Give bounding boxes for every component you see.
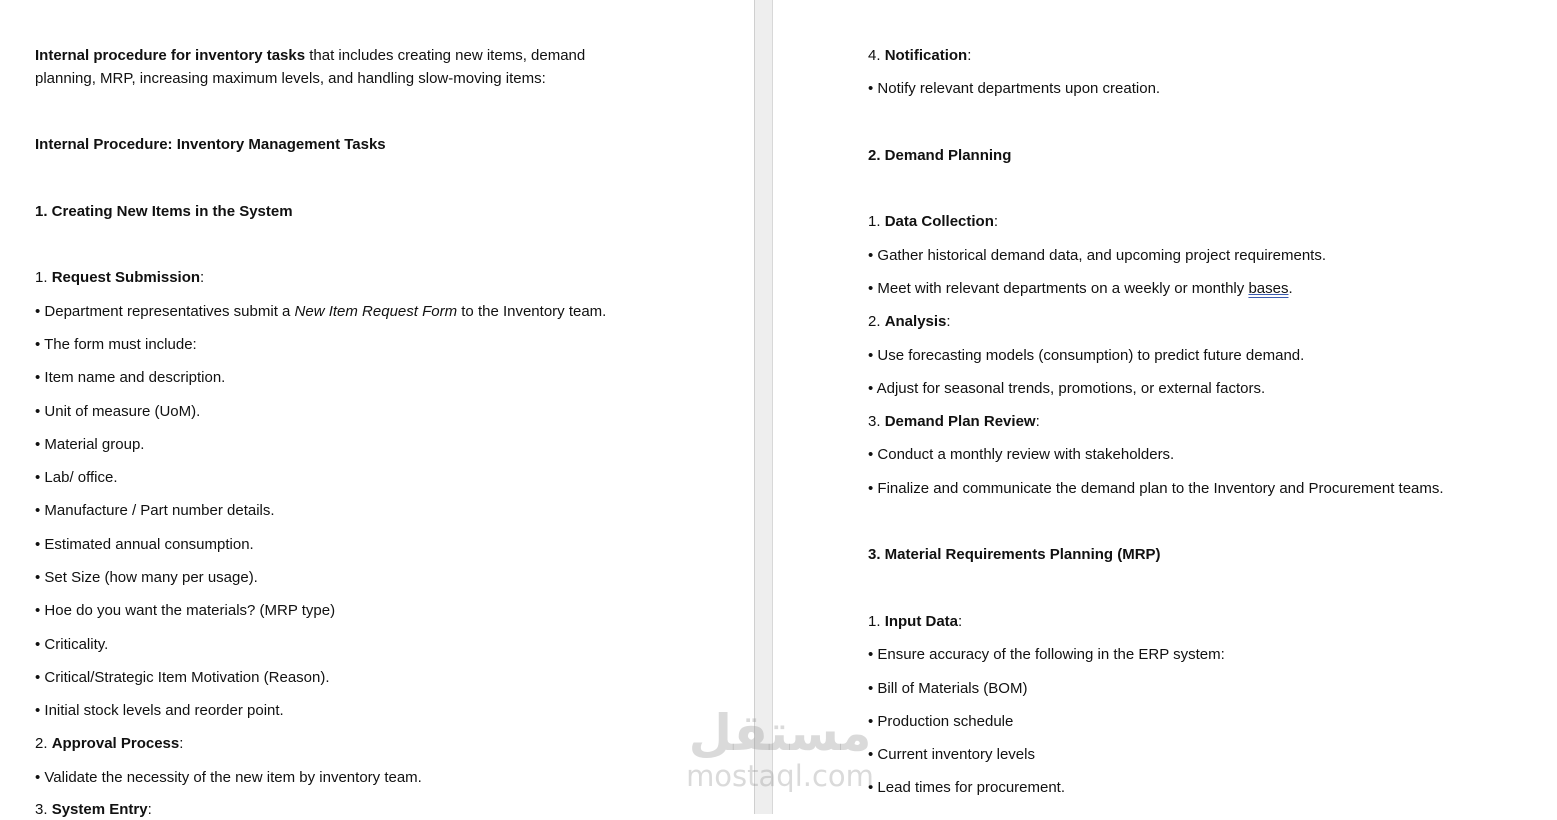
watermark-latin: mostaql.com [686, 759, 874, 793]
bullet-item: • Bill of Materials (BOM) [868, 680, 1028, 697]
bullet-request-form: • Department representatives submit a New Item Request Form to the Inventory team. [35, 303, 607, 320]
intro-rest: that includes creating new items, demand [305, 47, 586, 64]
bullet-item: • Material group. [35, 436, 145, 453]
bullet-item: • Lead times for procurement. [868, 779, 1066, 796]
bullet-item: • Item name and description. [35, 369, 226, 386]
document-page-left [0, 0, 754, 818]
bullet-item: • Critical/Strategic Item Motivation (Reason). [35, 669, 330, 686]
bullet-item: • Criticality. [35, 636, 109, 653]
section-heading-2: 2. Demand Planning [868, 147, 1012, 164]
page-gap [754, 0, 773, 814]
step-system-entry: 3. System Entry: [35, 801, 152, 818]
intro-paragraph-line-1 [35, 46, 585, 66]
bullet-item: • The form must include: [35, 336, 197, 353]
section-heading-1: 1. Creating New Items in the System [35, 203, 293, 220]
bullet-item: • Meet with relevant departments on a weekly or monthly bases. [868, 280, 1293, 297]
document-title: Internal Procedure: Inventory Management Tasks [35, 136, 386, 153]
step-data-collection: 1. Data Collection: [868, 213, 999, 230]
bullet-item: • Production schedule [868, 713, 1014, 730]
step-demand-plan-review: 3. Demand Plan Review: [868, 413, 1040, 430]
watermark-arabic: مستقل [688, 704, 872, 762]
bullet-item: • Use forecasting models (consumption) to predict future demand. [868, 347, 1305, 364]
section-heading-3: 3. Material Requirements Planning (MRP) [868, 546, 1161, 563]
spelling-flag-word[interactable]: bases [1248, 280, 1289, 297]
bullet-item: • Lab/ office. [35, 469, 118, 486]
intro-lead: Internal procedure for inventory tasks [35, 47, 306, 64]
bullet-item: • Conduct a monthly review with stakeholders. [868, 446, 1175, 463]
bullet-item: • Unit of measure (UoM). [35, 403, 201, 420]
bullet-item: • Hoe do you want the materials? (MRP type) [35, 602, 336, 619]
bullet-item: • Finalize and communicate the demand plan to the Inventory and Procurement teams. [868, 480, 1444, 497]
step-analysis: 2. Analysis: [868, 313, 951, 330]
bullet-item: • Manufacture / Part number details. [35, 502, 275, 519]
intro-paragraph-line-2: planning, MRP, increasing maximum levels, and handling slow-moving items: [35, 70, 546, 87]
bullet-item: • Gather historical demand data, and upcoming project requirements. [868, 247, 1326, 264]
bullet-item: • Notify relevant departments upon creation. [868, 80, 1161, 97]
watermark-logo [685, 705, 875, 800]
step-input-data: 1. Input Data: [868, 613, 963, 630]
bullet-item: • Current inventory levels [868, 746, 1035, 763]
document-page-right [773, 0, 1557, 814]
step-request-submission: 1. Request Submission: [35, 269, 205, 286]
step-notification: 4. Notification: [868, 47, 972, 64]
bullet-item: • Adjust for seasonal trends, promotions, or external factors. [868, 380, 1266, 397]
bullet-item: • Validate the necessity of the new item by inventory team. [35, 769, 422, 786]
form-name: New Item Request Form [294, 303, 458, 320]
bullet-item: • Estimated annual consumption. [35, 536, 254, 553]
bullet-item: • Set Size (how many per usage). [35, 569, 258, 586]
step-approval-process: 2. Approval Process: [35, 735, 184, 752]
bullet-item: • Ensure accuracy of the following in the ERP system: [868, 646, 1225, 663]
bullet-item: • Initial stock levels and reorder point. [35, 702, 284, 719]
